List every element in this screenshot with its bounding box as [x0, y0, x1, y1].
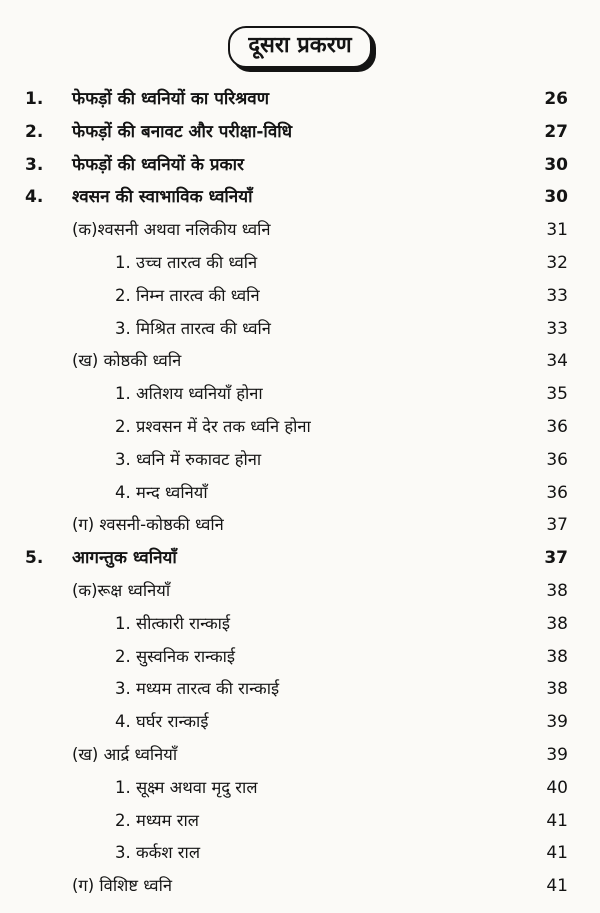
toc-row [0, 84, 600, 114]
toc-row [0, 182, 600, 212]
toc-entry-page: 41 [546, 876, 568, 897]
toc-row [0, 773, 600, 803]
toc-entry-page: 30 [544, 187, 568, 208]
toc-entry-page: 33 [546, 285, 568, 306]
toc-entry-page: 27 [544, 121, 568, 142]
toc-entry-number: 4. [25, 187, 44, 208]
toc-entry-page: 36 [546, 449, 568, 470]
toc-entry-number: 3. [25, 154, 44, 175]
toc-row [0, 707, 600, 737]
toc-row [0, 674, 600, 704]
toc-entry-page: 39 [546, 745, 568, 765]
toc-entry-number: 5. [25, 548, 44, 569]
toc-entry-page: 26 [544, 89, 568, 109]
toc-entry-text: 2. निम्न तारत्व की ध्वनि [115, 285, 260, 305]
toc-entry-number: 2. [25, 121, 44, 142]
toc-entry-text: 4. घर्घर रान्काई [115, 712, 209, 732]
toc-entry-page: 41 [546, 843, 568, 864]
toc-row [0, 740, 600, 770]
toc-entry-text: फेफड़ों की ध्वनियों का परिश्रवण [72, 89, 270, 109]
toc-row [0, 642, 600, 672]
toc-entry-page: 32 [546, 253, 568, 273]
toc-entry-page: 30 [544, 154, 568, 175]
toc-entry-text: 2. प्रश्वसन में देर तक ध्वनि होना [115, 417, 311, 436]
toc-entry-text: (ग) श्वसनी-कोष्ठकी ध्वनि [72, 515, 224, 535]
toc-entry-page: 39 [546, 712, 568, 733]
toc-entry-page: 36 [546, 482, 568, 503]
toc-entry-text: 1. सीत्कारी रान्काई [115, 613, 231, 633]
toc-row [0, 281, 600, 311]
toc-row [0, 379, 600, 409]
toc-row [0, 117, 600, 147]
toc-entry-page: 40 [546, 777, 568, 798]
chapter-title: दूसरा प्रकरण [228, 26, 371, 68]
toc-row [0, 215, 600, 245]
toc-entry-text: 1. अतिशय ध्वनियाँ होना [115, 384, 263, 404]
toc-entry-text: श्वसन की स्वाभाविक ध्वनियाँ [72, 187, 253, 208]
toc-row [0, 346, 600, 376]
toc-entry-page: 35 [546, 384, 568, 405]
toc-row [0, 576, 600, 606]
toc-entry-page: 31 [546, 220, 568, 241]
toc-row [0, 609, 600, 639]
toc-entry-page: 38 [546, 679, 568, 700]
toc-entry-number: 1. [25, 89, 44, 109]
toc-entry-text: (क)श्वसनी अथवा नलिकीय ध्वनि [72, 220, 271, 240]
toc-entry-text: (क)रूक्ष ध्वनियाँ [72, 581, 171, 600]
toc-entry-text: 1. सूक्ष्म अथवा मृदु राल [115, 777, 258, 797]
toc-entry-text: फेफड़ों की बनावट और परीक्षा-विधि [72, 121, 293, 142]
toc-entry-page: 36 [546, 417, 568, 437]
toc-entry-text: 3. मिश्रित तारत्व की ध्वनि [115, 318, 271, 338]
toc-row [0, 478, 600, 508]
toc-entry-text: आगन्तुक ध्वनियाँ [72, 548, 177, 569]
toc-row [0, 806, 600, 836]
toc-entry-page: 34 [546, 351, 568, 372]
toc-entry-text: 3. मध्यम तारत्व की रान्काई [115, 679, 280, 699]
toc-row [0, 838, 600, 868]
chapter-title-wrap [0, 26, 600, 68]
toc-entry-text: (ग) विशिष्ट ध्वनि [72, 876, 173, 896]
toc-row [0, 871, 600, 901]
toc-entry-text: 3. ध्वनि में रुकावट होना [115, 449, 262, 469]
toc-entry-text: 2. मध्यम राल [115, 810, 199, 830]
toc-entry-page: 41 [546, 810, 568, 831]
toc-row [0, 248, 600, 278]
toc-entry-text: फेफड़ों की ध्वनियों के प्रकार [72, 154, 244, 175]
toc-row [0, 412, 600, 442]
toc-entry-text: 3. कर्कश राल [115, 843, 201, 863]
toc-entry-text: 2. सुस्वनिक रान्काई [115, 646, 236, 666]
toc-entry-page: 38 [546, 581, 568, 601]
toc-row [0, 543, 600, 573]
toc-entry-page: 33 [546, 318, 568, 339]
toc-row [0, 445, 600, 475]
toc-entry-page: 37 [546, 515, 568, 536]
toc-entry-text: 4. मन्द ध्वनियाँ [115, 482, 208, 502]
toc-entry-page: 38 [546, 646, 568, 667]
toc-row [0, 314, 600, 344]
toc-entry-page: 37 [544, 548, 568, 569]
toc-entry-page: 38 [546, 613, 568, 634]
toc-entry-text: (ख) कोष्ठकी ध्वनि [72, 351, 182, 371]
toc-row [0, 510, 600, 540]
toc-row [0, 150, 600, 180]
toc-entry-text: (ख) आर्द्र ध्वनियाँ [72, 745, 178, 764]
toc-entry-text: 1. उच्च तारत्व की ध्वनि [115, 253, 258, 272]
